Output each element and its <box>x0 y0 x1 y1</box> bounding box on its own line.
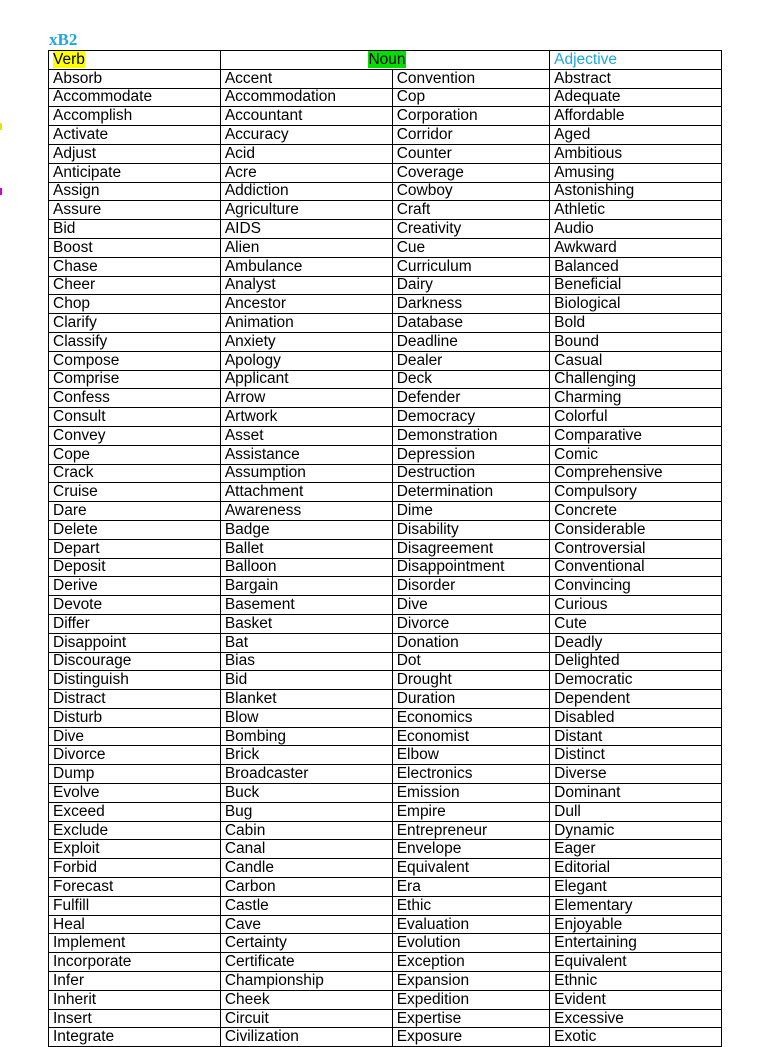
adjective-cell: Delighted <box>550 652 722 671</box>
table-row <box>49 972 722 991</box>
noun-cell: Blanket <box>220 690 392 709</box>
noun-cell: Convention <box>392 69 549 88</box>
adjective-cell: Ambitious <box>550 144 722 163</box>
noun-cell: Carbon <box>220 878 392 897</box>
verb-header-label: Verb <box>53 50 85 68</box>
adjective-cell: Beneficial <box>550 276 722 295</box>
adjective-cell: Balanced <box>550 257 722 276</box>
noun-cell: Deadline <box>392 332 549 351</box>
table-row <box>49 727 722 746</box>
verb-cell: Forecast <box>49 878 221 897</box>
verb-cell: Exclude <box>49 821 221 840</box>
noun-cell: Equivalent <box>392 859 549 878</box>
verb-cell: Dive <box>49 727 221 746</box>
table-row <box>49 633 722 652</box>
adjective-cell: Conventional <box>550 558 722 577</box>
verb-cell: Differ <box>49 614 221 633</box>
verb-cell: Integrate <box>49 1028 221 1047</box>
noun-cell: Anxiety <box>220 332 392 351</box>
adjective-cell: Affordable <box>550 107 722 126</box>
noun-cell: Certificate <box>220 953 392 972</box>
noun-cell: Counter <box>392 144 549 163</box>
verb-cell: Evolve <box>49 784 221 803</box>
verb-cell: Inherit <box>49 990 221 1009</box>
noun-cell: Emission <box>392 784 549 803</box>
adjective-cell: Diverse <box>550 765 722 784</box>
verb-cell: Boost <box>49 238 221 257</box>
noun-cell: Certainty <box>220 934 392 953</box>
noun-cell: Bat <box>220 633 392 652</box>
noun-cell: Canal <box>220 840 392 859</box>
noun-cell: Bombing <box>220 727 392 746</box>
noun-cell: Dot <box>392 652 549 671</box>
verb-cell: Deposit <box>49 558 221 577</box>
verb-cell: Divorce <box>49 746 221 765</box>
adjective-cell: Bound <box>550 332 722 351</box>
noun-cell: Creativity <box>392 220 549 239</box>
adjective-cell: Challenging <box>550 370 722 389</box>
noun-cell: Deck <box>392 370 549 389</box>
table-body <box>49 69 722 1046</box>
verb-cell: Bid <box>49 220 221 239</box>
table-row <box>49 483 722 502</box>
adjective-cell: Dynamic <box>550 821 722 840</box>
adjective-cell: Colorful <box>550 408 722 427</box>
noun-cell: Determination <box>392 483 549 502</box>
verb-cell: Disappoint <box>49 633 221 652</box>
table-row <box>49 614 722 633</box>
verb-cell: Consult <box>49 408 221 427</box>
adjective-cell: Distinct <box>550 746 722 765</box>
verb-cell: Accommodate <box>49 88 221 107</box>
noun-cell: Analyst <box>220 276 392 295</box>
noun-cell: Ambulance <box>220 257 392 276</box>
adjective-header: Adjective <box>550 51 722 70</box>
noun-cell: Drought <box>392 671 549 690</box>
noun-cell: Acid <box>220 144 392 163</box>
adjective-cell: Casual <box>550 351 722 370</box>
table-row <box>49 332 722 351</box>
table-row <box>49 445 722 464</box>
noun-cell: Bargain <box>220 577 392 596</box>
noun-header-label: Noun <box>368 50 406 68</box>
verb-cell: Assign <box>49 182 221 201</box>
adjective-cell: Eager <box>550 840 722 859</box>
noun-cell: Asset <box>220 426 392 445</box>
verb-cell: Cruise <box>49 483 221 502</box>
noun-cell: Exception <box>392 953 549 972</box>
noun-cell: Animation <box>220 314 392 333</box>
verb-cell: Accomplish <box>49 107 221 126</box>
verb-cell: Dump <box>49 765 221 784</box>
noun-cell: Disorder <box>392 577 549 596</box>
adjective-cell: Aged <box>550 126 722 145</box>
verb-cell: Crack <box>49 464 221 483</box>
noun-cell: Corridor <box>392 126 549 145</box>
table-row <box>49 878 722 897</box>
noun-cell: Coverage <box>392 163 549 182</box>
noun-cell: Dairy <box>392 276 549 295</box>
adjective-cell: Democratic <box>550 671 722 690</box>
adjective-cell: Astonishing <box>550 182 722 201</box>
noun-cell: Civilization <box>220 1028 392 1047</box>
noun-cell: Basket <box>220 614 392 633</box>
verb-cell: Insert <box>49 1009 221 1028</box>
noun-cell: Alien <box>220 238 392 257</box>
noun-cell: Balloon <box>220 558 392 577</box>
table-row <box>49 990 722 1009</box>
table-row <box>49 671 722 690</box>
noun-cell: Economist <box>392 727 549 746</box>
adjective-cell: Charming <box>550 389 722 408</box>
noun-cell: Entrepreneur <box>392 821 549 840</box>
verb-header <box>49 51 221 70</box>
verb-cell: Exploit <box>49 840 221 859</box>
adjective-cell: Dominant <box>550 784 722 803</box>
table-row <box>49 295 722 314</box>
table-row <box>49 144 722 163</box>
noun-cell: Bias <box>220 652 392 671</box>
noun-cell: Cabin <box>220 821 392 840</box>
noun-cell: Castle <box>220 896 392 915</box>
table-row <box>49 370 722 389</box>
noun-cell: Accent <box>220 69 392 88</box>
noun-cell: Darkness <box>392 295 549 314</box>
table-row <box>49 126 722 145</box>
verb-cell: Derive <box>49 577 221 596</box>
verb-cell: Comprise <box>49 370 221 389</box>
table-row <box>49 765 722 784</box>
verb-cell: Fulfill <box>49 896 221 915</box>
noun-cell: Arrow <box>220 389 392 408</box>
noun-cell: Disability <box>392 520 549 539</box>
noun-cell: Depression <box>392 445 549 464</box>
noun-cell: Expedition <box>392 990 549 1009</box>
table-row <box>49 802 722 821</box>
adjective-cell: Abstract <box>550 69 722 88</box>
vocabulary-table <box>48 50 722 1047</box>
noun-cell: Buck <box>220 784 392 803</box>
noun-cell: Database <box>392 314 549 333</box>
adjective-cell: Biological <box>550 295 722 314</box>
table-row <box>49 840 722 859</box>
page-heading: xB2 <box>49 30 78 49</box>
table-row <box>49 596 722 615</box>
noun-cell: Accuracy <box>220 126 392 145</box>
table-row <box>49 520 722 539</box>
noun-cell: Addiction <box>220 182 392 201</box>
noun-cell: Evolution <box>392 934 549 953</box>
adjective-cell: Audio <box>550 220 722 239</box>
noun-cell: Dealer <box>392 351 549 370</box>
table-row <box>49 502 722 521</box>
verb-cell: Classify <box>49 332 221 351</box>
noun-cell: Cave <box>220 915 392 934</box>
adjective-cell: Comic <box>550 445 722 464</box>
verb-cell: Convey <box>49 426 221 445</box>
noun-cell: Applicant <box>220 370 392 389</box>
adjective-cell: Elementary <box>550 896 722 915</box>
noun-cell: Ballet <box>220 539 392 558</box>
noun-cell: Championship <box>220 972 392 991</box>
noun-cell: Accountant <box>220 107 392 126</box>
table-row <box>49 652 722 671</box>
table-row <box>49 88 722 107</box>
noun-cell: Cheek <box>220 990 392 1009</box>
noun-cell: Assumption <box>220 464 392 483</box>
adjective-cell: Controversial <box>550 539 722 558</box>
noun-cell: Assistance <box>220 445 392 464</box>
noun-cell: Badge <box>220 520 392 539</box>
verb-cell: Incorporate <box>49 953 221 972</box>
noun-cell: Evaluation <box>392 915 549 934</box>
table-row <box>49 784 722 803</box>
noun-header <box>220 51 549 70</box>
noun-cell: Expansion <box>392 972 549 991</box>
noun-cell: Agriculture <box>220 201 392 220</box>
noun-cell: Ethic <box>392 896 549 915</box>
table-row <box>49 351 722 370</box>
noun-cell: Attachment <box>220 483 392 502</box>
verb-cell: Cheer <box>49 276 221 295</box>
noun-cell: Donation <box>392 633 549 652</box>
noun-cell: Exposure <box>392 1028 549 1047</box>
margin-mark-magenta <box>0 188 2 195</box>
noun-cell: Bid <box>220 671 392 690</box>
table-row <box>49 746 722 765</box>
table-row <box>49 821 722 840</box>
adjective-cell: Evident <box>550 990 722 1009</box>
noun-cell: Dive <box>392 596 549 615</box>
verb-cell: Exceed <box>49 802 221 821</box>
noun-cell: Economics <box>392 708 549 727</box>
adjective-cell: Exotic <box>550 1028 722 1047</box>
table-row <box>49 953 722 972</box>
verb-cell: Devote <box>49 596 221 615</box>
adjective-cell: Athletic <box>550 201 722 220</box>
noun-cell: Elbow <box>392 746 549 765</box>
adjective-cell: Deadly <box>550 633 722 652</box>
verb-cell: Disturb <box>49 708 221 727</box>
table-row <box>49 708 722 727</box>
table-row <box>49 182 722 201</box>
noun-cell: Divorce <box>392 614 549 633</box>
verb-cell: Forbid <box>49 859 221 878</box>
verb-cell: Heal <box>49 915 221 934</box>
noun-cell: Apology <box>220 351 392 370</box>
adjective-cell: Bold <box>550 314 722 333</box>
verb-cell: Chop <box>49 295 221 314</box>
noun-cell: Electronics <box>392 765 549 784</box>
noun-cell: AIDS <box>220 220 392 239</box>
margin-mark-yellow <box>0 123 2 130</box>
table-row <box>49 69 722 88</box>
adjective-cell: Dull <box>550 802 722 821</box>
verb-cell: Assure <box>49 201 221 220</box>
adjective-cell: Cute <box>550 614 722 633</box>
table-row <box>49 408 722 427</box>
noun-cell: Disagreement <box>392 539 549 558</box>
verb-cell: Infer <box>49 972 221 991</box>
noun-cell: Candle <box>220 859 392 878</box>
adjective-cell: Entertaining <box>550 934 722 953</box>
noun-cell: Cowboy <box>392 182 549 201</box>
noun-cell: Artwork <box>220 408 392 427</box>
noun-cell: Awareness <box>220 502 392 521</box>
adjective-cell: Elegant <box>550 878 722 897</box>
noun-cell: Ancestor <box>220 295 392 314</box>
noun-cell: Duration <box>392 690 549 709</box>
adjective-cell: Comprehensive <box>550 464 722 483</box>
table-row <box>49 314 722 333</box>
table-row <box>49 389 722 408</box>
table-row <box>49 859 722 878</box>
adjective-cell: Compulsory <box>550 483 722 502</box>
verb-cell: Confess <box>49 389 221 408</box>
noun-cell: Envelope <box>392 840 549 859</box>
table-row <box>49 915 722 934</box>
noun-cell: Empire <box>392 802 549 821</box>
verb-cell: Chase <box>49 257 221 276</box>
verb-cell: Implement <box>49 934 221 953</box>
noun-cell: Demonstration <box>392 426 549 445</box>
table-row <box>49 464 722 483</box>
noun-cell: Democracy <box>392 408 549 427</box>
noun-cell: Corporation <box>392 107 549 126</box>
adjective-cell: Convincing <box>550 577 722 596</box>
adjective-cell: Dependent <box>550 690 722 709</box>
table-row <box>49 539 722 558</box>
noun-cell: Bug <box>220 802 392 821</box>
verb-cell: Delete <box>49 520 221 539</box>
adjective-cell: Amusing <box>550 163 722 182</box>
noun-cell: Cue <box>392 238 549 257</box>
noun-cell: Craft <box>392 201 549 220</box>
noun-cell: Broadcaster <box>220 765 392 784</box>
adjective-cell: Comparative <box>550 426 722 445</box>
noun-cell: Curriculum <box>392 257 549 276</box>
table-row <box>49 426 722 445</box>
adjective-cell: Distant <box>550 727 722 746</box>
table-row <box>49 690 722 709</box>
table-row <box>49 1028 722 1047</box>
noun-cell: Accommodation <box>220 88 392 107</box>
adjective-cell: Curious <box>550 596 722 615</box>
table-row <box>49 163 722 182</box>
table-row <box>49 107 722 126</box>
noun-cell: Acre <box>220 163 392 182</box>
verb-cell: Activate <box>49 126 221 145</box>
header-row <box>49 51 722 70</box>
adjective-cell: Enjoyable <box>550 915 722 934</box>
verb-cell: Distinguish <box>49 671 221 690</box>
verb-cell: Distract <box>49 690 221 709</box>
table-row <box>49 896 722 915</box>
adjective-cell: Awkward <box>550 238 722 257</box>
adjective-cell: Disabled <box>550 708 722 727</box>
table-row <box>49 934 722 953</box>
adjective-cell: Editorial <box>550 859 722 878</box>
table-row <box>49 558 722 577</box>
table-row <box>49 238 722 257</box>
verb-cell: Anticipate <box>49 163 221 182</box>
verb-cell: Discourage <box>49 652 221 671</box>
noun-cell: Dime <box>392 502 549 521</box>
verb-cell: Cope <box>49 445 221 464</box>
adjective-cell: Considerable <box>550 520 722 539</box>
verb-cell: Depart <box>49 539 221 558</box>
verb-cell: Absorb <box>49 69 221 88</box>
verb-cell: Dare <box>49 502 221 521</box>
verb-cell: Adjust <box>49 144 221 163</box>
noun-cell: Basement <box>220 596 392 615</box>
adjective-cell: Excessive <box>550 1009 722 1028</box>
noun-cell: Expertise <box>392 1009 549 1028</box>
noun-cell: Cop <box>392 88 549 107</box>
table-row <box>49 276 722 295</box>
table-row <box>49 201 722 220</box>
noun-cell: Blow <box>220 708 392 727</box>
noun-cell: Destruction <box>392 464 549 483</box>
table-row <box>49 1009 722 1028</box>
noun-cell: Brick <box>220 746 392 765</box>
adjective-cell: Equivalent <box>550 953 722 972</box>
table-row <box>49 577 722 596</box>
verb-cell: Compose <box>49 351 221 370</box>
noun-cell: Era <box>392 878 549 897</box>
noun-cell: Disappointment <box>392 558 549 577</box>
adjective-cell: Ethnic <box>550 972 722 991</box>
noun-cell: Defender <box>392 389 549 408</box>
table-row <box>49 257 722 276</box>
verb-cell: Clarify <box>49 314 221 333</box>
adjective-cell: Concrete <box>550 502 722 521</box>
table-row <box>49 220 722 239</box>
adjective-cell: Adequate <box>550 88 722 107</box>
noun-cell: Circuit <box>220 1009 392 1028</box>
